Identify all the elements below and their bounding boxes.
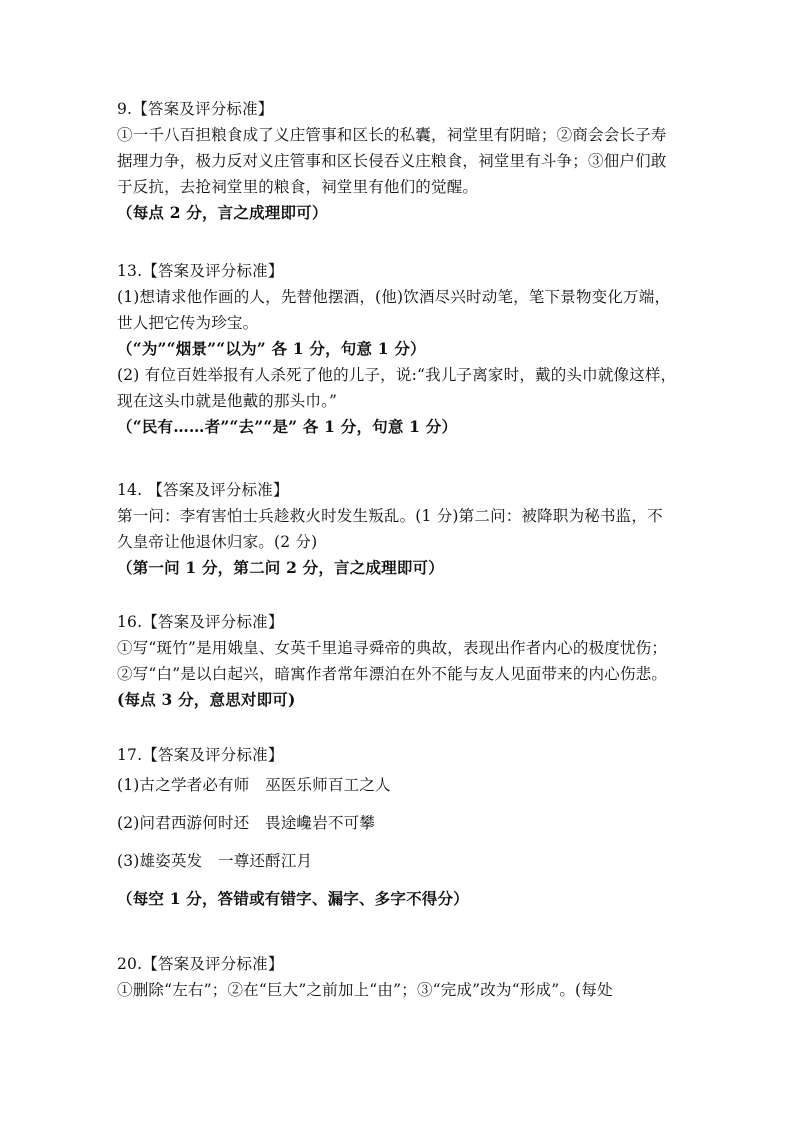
answer-section-20 [117, 951, 687, 1003]
answer-section-13 [117, 258, 687, 440]
answer-line: 现在这头巾就是他戴的那头巾。” [117, 392, 338, 410]
answer-line: ①删除“左右”；②在“巨大”之前加上“由”；③“完成”改为“形成”。(每处 [117, 981, 613, 999]
answer-line: 据理力争，极力反对义庄管事和区长侵吞义庄粮食，祠堂里有斗争；③佃户们敢 [117, 152, 667, 170]
answer-section-9 [117, 96, 687, 226]
answer-line: ②写“白”是以白起兴，暗寓作者常年漂泊在外不能与友人见面带来的内心伤悲。 [117, 665, 668, 683]
answer-line: (2) 有位百姓举报有人杀死了他的儿子，说:“我儿子离家时，戴的头巾就像这样， [117, 366, 677, 384]
answer-line: 第一问：李宥害怕士兵趁救火时发生叛乱。(1 分)第二问：被降职为秘书监，不 [117, 507, 663, 525]
answer-line: 世人把它传为珍宝。 [117, 314, 259, 332]
section-heading: 20.【答案及评分标准】 [117, 955, 284, 973]
scoring-note: （每点 2 分，言之成理即可） [117, 203, 328, 222]
section-heading: 16.【答案及评分标准】 [117, 613, 284, 631]
answer-line: ①写“斑竹”是用娥皇、女英千里追寻舜帝的典故，表现出作者内心的极度忧伤； [117, 639, 668, 657]
answer-item: (3)雄姿英发 一尊还酹江月 [117, 852, 313, 870]
answer-line: 久皇帝让他退休归家。(2 分) [117, 533, 318, 551]
section-heading: 14. 【答案及评分标准】 [117, 481, 289, 499]
section-heading: 17.【答案及评分标准】 [117, 746, 284, 764]
answer-line: (1)想请求他作画的人，先替他摆酒，(他)饮酒尽兴时动笔，笔下景物变化万端， [117, 288, 671, 306]
scoring-note: （“为”“烟景”“以为” 各 1 分，句意 1 分） [117, 339, 426, 358]
answer-line: 于反抗，去抢祠堂里的粮食，祠堂里有他们的觉醒。 [117, 178, 479, 196]
answer-section-14 [117, 477, 687, 581]
section-heading: 13.【答案及评分标准】 [117, 262, 284, 280]
scoring-note: （第一问 1 分，第二问 2 分，言之成理即可） [117, 558, 444, 577]
scoring-note: （每空 1 分，答错或有错字、漏字、多字不得分） [117, 889, 469, 908]
answer-line: ①一千八百担粮食成了义庄管事和区长的私囊，祠堂里有阴暗；②商会会长子寿 [117, 126, 667, 144]
scoring-note: （“民有……者”“去”“是” 各 1 分，句意 1 分） [117, 417, 458, 436]
answer-item: (2)问君西游何时还 畏途巉岩不可攀 [117, 814, 376, 832]
answer-section-16 [117, 609, 687, 713]
answer-item: (1)古之学者必有师 巫医乐师百工之人 [117, 776, 391, 794]
answer-section-17 [117, 742, 687, 912]
scoring-note: (每点 3 分，意思对即可) [117, 690, 296, 709]
section-heading: 9.【答案及评分标准】 [117, 100, 274, 118]
